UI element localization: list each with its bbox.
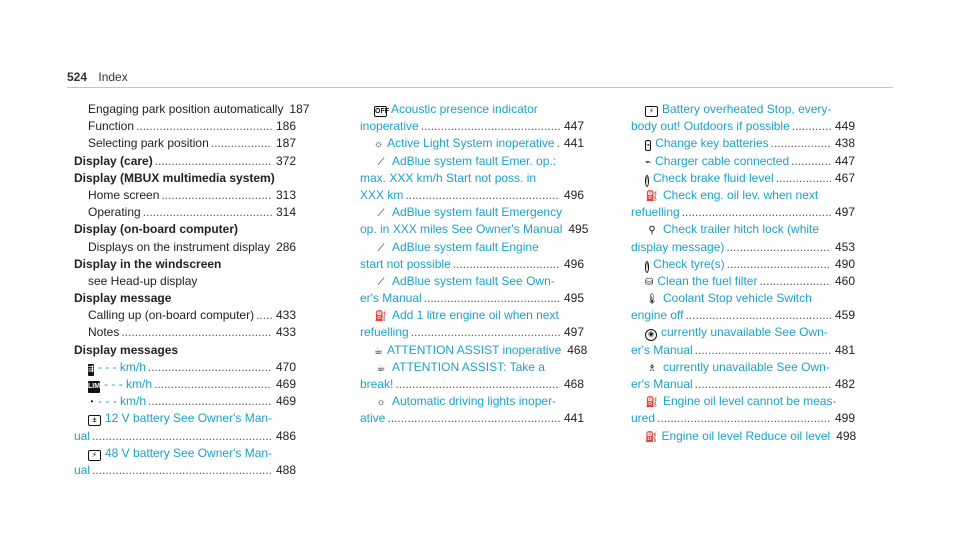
leader-dots [792,118,831,135]
battery-icon: ± [88,415,101,426]
seat-icon: ♗ [647,362,657,374]
entry-text[interactable]: AdBlue system fault Engine [392,239,539,254]
leader-dots [776,170,831,187]
page-reference: 433 [275,325,296,340]
page-reference: 497 [834,205,855,220]
entry-text[interactable]: AdBlue system fault Emergency [392,205,563,220]
oil-can-icon: ⛽ [645,397,659,409]
entry-text: Display in the windscreen [74,256,222,271]
page-reference: 468 [563,377,584,391]
index-entry [631,307,855,324]
auto-light-icon: ☼ [376,397,386,409]
page-reference: 372 [275,153,296,168]
page-header [67,70,128,84]
index-entry [631,393,855,410]
leader-dots [148,393,272,410]
index-entry [631,221,855,238]
index-entry [74,445,296,462]
index-entry [74,376,296,393]
page-reference: 468 [567,342,588,357]
charging-cable-icon: ⌁ [645,156,652,168]
entry-text[interactable]: AdBlue system fault See Own- [392,273,555,288]
page-reference: 449 [834,119,855,134]
entry-text: Display messages [74,342,179,357]
entry-text[interactable]: op. in XXX miles See Owner's Manual [360,222,563,237]
page-reference: 470 [275,359,296,374]
adblue-icon: ⟋ [377,242,385,254]
leader-dots [256,307,272,324]
entry-text[interactable]: start not possible [360,256,451,271]
index-entry [631,376,855,393]
page-reference: 433 [275,308,296,323]
leader-dots [686,307,832,324]
index-entry [74,324,296,341]
leader-dots [657,410,831,427]
leader-dots [154,376,272,393]
limiter-icon: LIM [88,381,100,393]
leader-dots [695,342,831,359]
index-entry [631,170,855,187]
index-entry [360,170,584,187]
index-entry [74,118,296,135]
leader-dots [121,324,272,341]
page-number: 524 [67,70,88,84]
index-column-1 [74,101,310,479]
entry-text[interactable]: ATTENTION ASSIST inoperative [386,342,562,357]
entry-text: Displays on the instrument display [88,239,271,254]
entry-text: Function [88,119,135,134]
index-heading [74,342,296,359]
entry-text[interactable]: ual [74,428,91,443]
leader-dots [143,204,272,221]
leader-dots [148,359,272,376]
entry-text: Operating [88,205,141,220]
entry-text[interactable]: break! [360,377,394,391]
entry-text[interactable]: - - - km/h [97,359,146,374]
entry-text[interactable]: er's Manual [631,377,693,391]
entry-text[interactable]: max. XXX km/h Start not poss. in [360,170,537,185]
entry-text[interactable]: ATTENTION ASSIST: Take a [392,359,545,374]
oil-can-icon: ⛽ [374,311,388,323]
entry-text[interactable]: Acoustic presence indicator [391,102,538,116]
index-entry [360,324,584,341]
index-heading [74,221,296,238]
page-reference: 441 [563,136,584,151]
tyre-icon: ! [645,261,649,273]
oil-can-icon: ⛽ [645,190,659,202]
hv-battery-icon: ⚡ [645,106,658,117]
entry-text[interactable]: ured [631,411,656,426]
page-reference: 497 [563,325,584,340]
entry-text[interactable]: - - - km/h [104,377,153,391]
index-entry [360,273,584,290]
page-reference: 186 [275,119,296,134]
index-entry [360,410,584,427]
entry-text[interactable]: ative [360,411,386,426]
speedometer-icon: ◔ [88,397,95,409]
index-entry [360,359,584,376]
trailer-hitch-icon: ⚲ [648,225,656,237]
page-reference: 490 [834,256,855,271]
attention-assist-icon: ☕ [374,345,383,357]
entry-text: Home screen [88,187,160,202]
coolant-icon: 🌡 [645,294,659,306]
entry-text[interactable]: Engine oil level Reduce oil level [661,428,831,443]
index-entry [631,118,855,135]
attention-assist-icon: ☕ [376,362,386,374]
page-reference: 498 [836,428,857,443]
brake-icon: ! [645,175,649,187]
page-reference: 467 [834,170,855,185]
index-entry [631,273,855,290]
leader-dots [405,187,560,204]
page-reference: 496 [563,187,584,202]
leader-dots [387,410,560,427]
leader-dots [136,118,272,135]
entry-text[interactable]: 12 V battery See Owner's Man- [105,411,273,426]
index-entry [74,101,310,118]
index-entry [631,153,855,170]
index-entry [631,359,855,376]
leader-dots [695,376,831,393]
page-reference: 187 [289,102,310,116]
page-reference: 187 [275,136,296,151]
entry-text[interactable]: inoperative [360,119,419,134]
index-entry [74,428,296,445]
entry-text[interactable]: Charger cable connected [655,153,790,168]
entry-text[interactable]: display message) [631,239,725,254]
index-heading [74,153,296,170]
index-entry [360,393,584,410]
adblue-icon: ⟋ [377,276,385,288]
index-entry [74,187,296,204]
page-reference: 286 [276,239,297,254]
entry-text[interactable]: 48 V battery See Owner's Man- [105,445,273,460]
entry-text[interactable]: refuelling [631,205,680,220]
page-reference: 459 [834,308,855,323]
adblue-icon: ⟋ [377,156,385,168]
entry-text[interactable]: ual [74,462,91,477]
header-divider [67,87,893,88]
page-reference: 453 [834,239,855,254]
index-entry [74,307,296,324]
index-entry [631,256,855,273]
index-entry [74,359,296,376]
index-entry [360,342,588,359]
entry-text: Engaging park position automatically [88,102,284,116]
page-reference: 495 [568,222,589,237]
leader-dots [557,135,560,152]
page-reference: 486 [275,428,296,443]
page-reference: 469 [275,377,296,391]
index-entry [74,239,296,256]
entry-text[interactable]: currently unavailable See Own- [663,359,830,374]
entry-text[interactable]: engine off [631,308,684,323]
index-entry [360,153,584,170]
entry-text[interactable]: er's Manual [631,342,693,357]
entry-text[interactable]: Engine oil level cannot be meas- [663,394,837,409]
fuel-filter-icon: ⛁ [645,276,654,288]
entry-text[interactable]: AdBlue system fault Emer. op.: [392,153,557,168]
leader-dots [411,324,560,341]
index-entry [631,290,855,307]
leader-dots [424,290,560,307]
page-reference: 447 [563,119,584,134]
index-entry [631,324,855,341]
entry-text[interactable]: currently unavailable See Own- [661,325,828,340]
index-entry [74,135,296,152]
entry-text[interactable]: Clean the fuel filter [657,273,758,288]
entry-text[interactable]: Check tyre(s) [653,256,725,271]
entry-text: Selecting park position [88,136,209,151]
entry-text[interactable]: Check eng. oil lev. when next [663,187,819,202]
page-reference: 438 [834,136,855,151]
hv-battery-icon: ⚡ [88,450,101,461]
leader-dots [395,376,560,393]
entry-text[interactable]: Battery overheated Stop, every- [662,102,832,116]
index-entry [360,239,584,256]
entry-text[interactable]: Automatic driving lights inoper- [392,394,557,409]
adaptive-cruise-icon: ⇶ [88,364,94,376]
entry-text: Notes [88,325,120,340]
leader-dots [791,153,831,170]
oil-can-icon: ⛽ [645,431,658,443]
entry-text[interactable]: Coolant Stop vehicle Switch [663,291,812,306]
steering-icon: ◉ [645,329,657,341]
entry-text: Display (care) [74,153,153,168]
index-entry [360,256,584,273]
index-entry [631,135,855,152]
index-entry [74,204,296,221]
page-reference: 441 [563,411,584,426]
leader-dots [155,153,272,170]
index-entry [360,101,584,118]
entry-text: Display message [74,291,172,306]
leader-dots [421,118,560,135]
leader-dots [771,135,831,152]
index-entry [631,428,855,445]
leader-dots [211,135,272,152]
index-entry [360,204,584,221]
index-heading [74,170,296,187]
entry-text: Display (on-board computer) [74,222,239,237]
acoustic-off-icon: OFF [375,108,389,115]
light-icon: ☼ [374,139,384,151]
leader-dots [759,273,831,290]
index-heading [74,290,296,307]
leader-dots [92,428,272,445]
index-entry [631,410,855,427]
entry-text: see Head-up display [88,273,198,288]
entry-text[interactable]: Check trailer hitch lock (white [663,222,820,237]
index-entry [631,204,855,221]
index-entry [360,187,584,204]
entry-text[interactable]: er's Manual [360,291,422,306]
index-entry [360,221,589,238]
index-entry [360,307,584,324]
entry-text[interactable]: refuelling [360,325,409,340]
leader-dots [453,256,560,273]
index-column-2 [360,101,589,428]
index-entry [360,290,584,307]
page-reference: 482 [834,377,855,391]
entry-text[interactable]: Add 1 litre engine oil when next [392,308,559,323]
leader-dots [726,239,831,256]
entry-text[interactable]: Change key batteries [655,136,769,151]
index-entry [631,187,855,204]
index-entry [360,118,584,135]
index-entry [360,376,584,393]
page-reference: 313 [275,187,296,202]
section-title: Index [98,70,128,84]
page-reference: 447 [834,153,855,168]
entry-text[interactable]: body out! Outdoors if possible [631,119,790,134]
index-entry [74,410,296,427]
entry-text: Calling up (on-board computer) [88,308,255,323]
entry-text[interactable]: XXX km [360,187,404,202]
page-reference: 314 [275,205,296,220]
index-entry [631,101,855,118]
leader-dots [727,256,831,273]
page-reference: 488 [275,462,296,477]
adblue-icon: ⟋ [377,208,385,220]
index-entry [74,462,296,479]
page-reference: 496 [563,256,584,271]
index-entry [631,239,855,256]
index-entry [74,393,296,410]
index-entry [631,342,855,359]
index-column-3 [631,101,855,445]
page-reference: 499 [834,411,855,426]
page-reference: 469 [275,394,296,409]
index-heading [74,256,296,273]
entry-text[interactable]: Check brake fluid level [652,170,774,185]
leader-dots [682,204,831,221]
page-reference: 495 [563,291,584,306]
index-entry [74,273,296,290]
leader-dots [92,462,272,479]
index-entry [360,135,584,152]
leader-dots [161,187,272,204]
entry-text: Display (MBUX multimedia system) [74,170,275,185]
entry-text[interactable]: Active Light System inoperative [387,136,555,151]
page-reference: 481 [834,342,855,357]
key-battery-icon: ⌁ [646,142,651,150]
entry-text[interactable]: - - - km/h [98,394,147,409]
page-reference: 460 [834,273,855,288]
